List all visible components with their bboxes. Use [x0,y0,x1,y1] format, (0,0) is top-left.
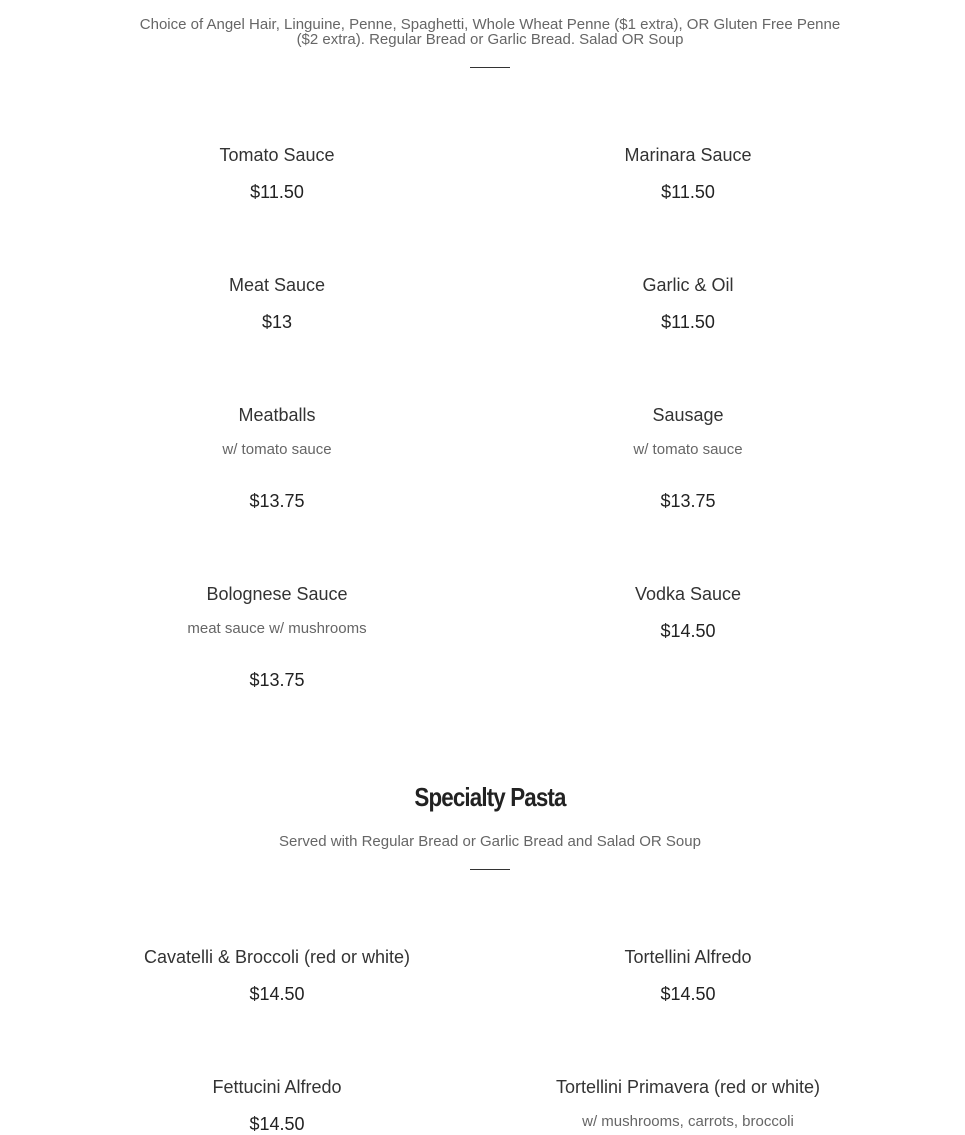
menu-item-bolognese-sauce [97,583,457,691]
menu-item-description: w/ tomato sauce [222,441,332,458]
menu-item-name: Meatballs [238,405,316,425]
menu-item-garlic-oil [508,274,868,333]
menu-item-name: Tortellini Alfredo [624,947,752,967]
menu-item-tomato-sauce [97,144,457,203]
menu-item-price: $13.75 [660,491,716,511]
menu-item-name: Tortellini Primavera (red or white) [555,1077,821,1097]
section-intro-text: Choice of Angel Hair, Linguine, Penne, Spaghetti, Whole Wheat Penne ($1 extra), OR Gluten Free Penne ($2 extra). Regular Bread or Garlic Bread. Salad OR Soup [139,16,841,48]
menu-item-price: $13 [261,312,293,332]
menu-item-description: w/ tomato sauce [633,441,743,458]
menu-item-meat-sauce [97,274,457,333]
menu-item-price: $11.50 [661,182,715,202]
menu-item-price: $11.50 [250,182,304,202]
menu-item-description: w/ mushrooms, carrots, broccoli [582,1113,794,1130]
menu-item-description: meat sauce w/ mushrooms [187,620,367,637]
menu-item-price: $14.50 [660,621,716,641]
menu-item-cavatelli-broccoli [97,946,457,1005]
menu-item-price: $14.50 [249,984,305,1004]
menu-item-price: $14.50 [249,1114,305,1134]
menu-item-price: $14.50 [660,984,716,1004]
menu-item-name: Cavatelli & Broccoli (red or white) [143,947,411,967]
menu-item-name: Meat Sauce [228,275,326,295]
menu-item-vodka-sauce [508,583,868,642]
menu-item-tortellini-alfredo [508,946,868,1005]
menu-item-name: Garlic & Oil [642,275,734,295]
section-subtitle: Served with Regular Bread or Garlic Bread and Salad OR Soup [279,833,701,850]
section-divider [470,869,510,870]
menu-item-price: $13.75 [249,670,305,690]
menu-item-name: Sausage [652,405,724,425]
menu-item-fettucini-alfredo [97,1076,457,1135]
menu-item-name: Marinara Sauce [624,145,752,165]
menu-item-name: Vodka Sauce [634,584,742,604]
menu-item-name: Bolognese Sauce [206,584,348,604]
menu-item-price: $11.50 [661,312,715,332]
menu-item-sausage [508,404,868,512]
menu-item-name: Fettucini Alfredo [212,1077,342,1097]
menu-item-tortellini-primavera [508,1076,868,1131]
menu-item-price: $13.75 [249,491,305,511]
menu-item-meatballs [97,404,457,512]
section-divider [470,67,510,68]
menu-item-name: Tomato Sauce [219,145,335,165]
section-title: Specialty Pasta [414,782,566,812]
menu-item-marinara-sauce [508,144,868,203]
